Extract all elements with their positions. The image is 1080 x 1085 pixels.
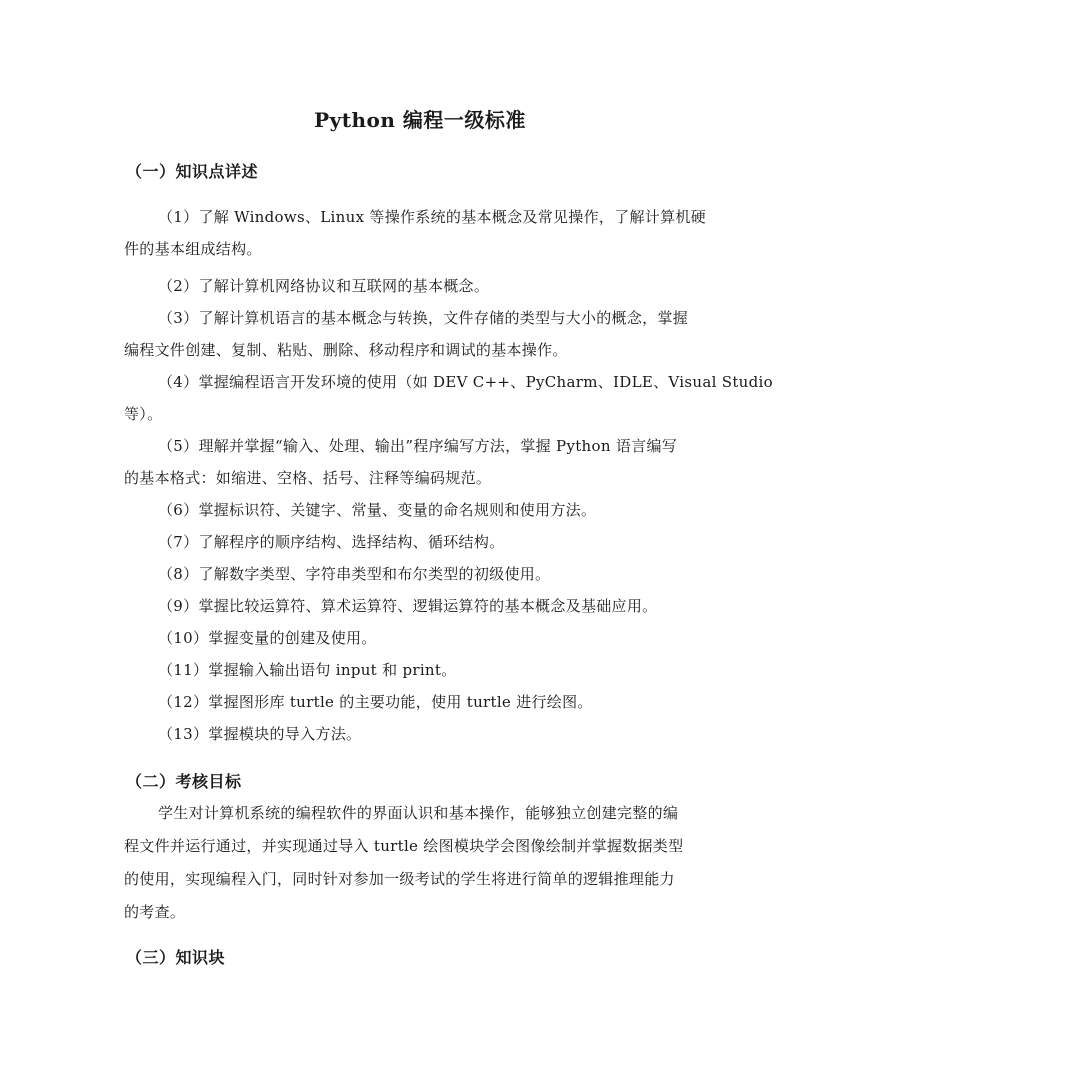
paragraph-line: （10）掌握变量的创建及使用。 (158, 629, 377, 647)
paragraph-line: 件的基本组成结构。 (124, 240, 262, 258)
paragraph-line: （1）了解 Windows、Linux 等操作系统的基本概念及常见操作，了解计算机硬 (158, 208, 707, 226)
paragraph-line: 的基本格式：如缩进、空格、括号、注释等编码规范。 (124, 469, 492, 487)
paragraph-line: （12）掌握图形库 turtle 的主要功能，使用 turtle 进行绘图。 (158, 693, 593, 711)
document-title: Python 编程一级标准 (314, 108, 526, 132)
paragraph-line: （11）掌握输入输出语句 input 和 print。 (158, 661, 457, 679)
paragraph-line: 程文件并运行通过，并实现通过导入 turtle 绘图模块学会图像绘制并掌握数据类型 (124, 837, 684, 855)
paragraph-line: 等）。 (124, 405, 163, 423)
section-heading-assessment-goals: （二）考核目标 (126, 772, 242, 791)
paragraph-line: 编程文件创建、复制、粘贴、删除、移动程序和调试的基本操作。 (124, 341, 568, 359)
paragraph-line: （7）了解程序的顺序结构、选择结构、循环结构。 (158, 533, 505, 551)
paragraph-line: （3）了解计算机语言的基本概念与转换，文件存储的类型与大小的概念，掌握 (158, 309, 689, 327)
paragraph-line: （6）掌握标识符、关键字、常量、变量的命名规则和使用方法。 (158, 501, 597, 519)
section-heading-knowledge-points: （一）知识点详述 (126, 162, 259, 181)
paragraph-line: （13）掌握模块的导入方法。 (158, 725, 362, 743)
section-heading-knowledge-blocks: （三）知识块 (126, 948, 226, 967)
paragraph-line: （8）了解数字类型、字符串类型和布尔类型的初级使用。 (158, 565, 551, 583)
paragraph-line: （5）理解并掌握“输入、处理、输出”程序编写方法，掌握 Python 语言编写 (158, 437, 678, 455)
paragraph-line: 的使用，实现编程入门，同时针对参加一级考试的学生将进行简单的逻辑推理能力 (124, 870, 675, 888)
paragraph-line: （4）掌握编程语言开发环境的使用（如 DEV C++、PyCharm、IDLE、Visual Studio (158, 373, 773, 391)
paragraph-line: （9）掌握比较运算符、算术运算符、逻辑运算符的基本概念及基础应用。 (158, 597, 658, 615)
paragraph-line: 的考查。 (124, 903, 186, 921)
paragraph-line: 学生对计算机系统的编程软件的界面认识和基本操作，能够独立创建完整的编 (158, 804, 679, 822)
paragraph-line: （2）了解计算机网络协议和互联网的基本概念。 (158, 277, 490, 295)
